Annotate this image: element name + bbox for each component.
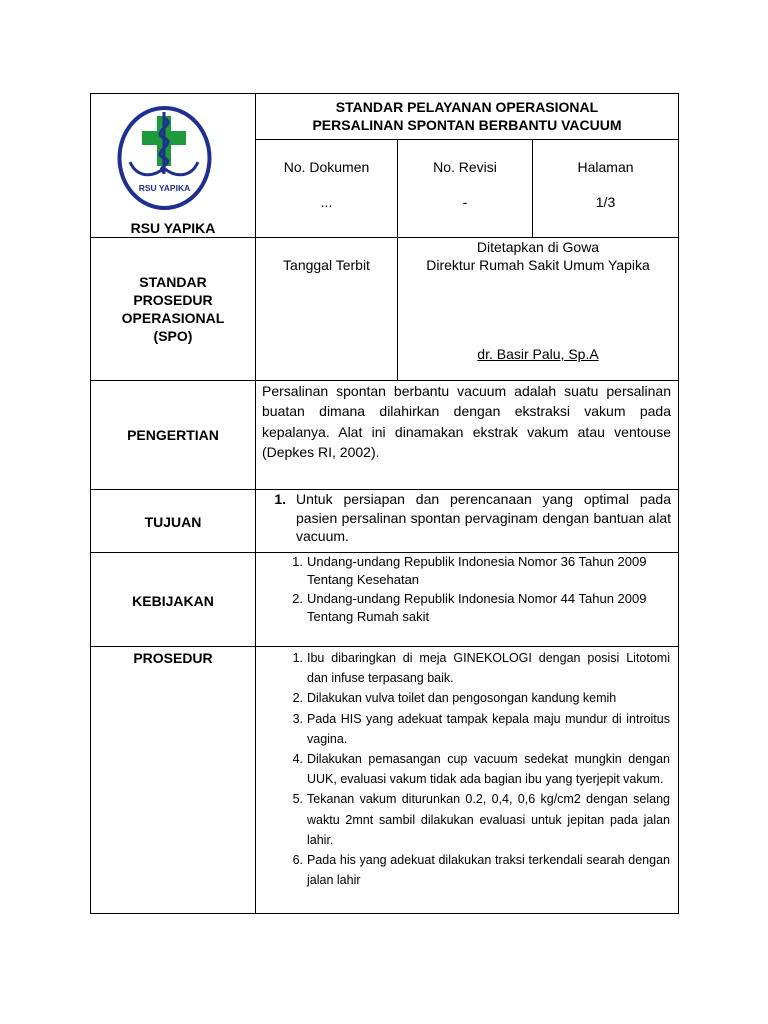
ditetapkan-line-2: Direktur Rumah Sakit Umum Yapika (426, 257, 650, 273)
pengertian-label: PENGERTIAN (127, 427, 219, 443)
hospital-logo (116, 102, 213, 210)
kebijakan-list (292, 553, 677, 626)
svg-text:RSU YAPIKA: RSU YAPIKA (138, 183, 191, 193)
list-item: 2. Dilakukan vulva toilet dan pengosongan kandung kemih (292, 691, 617, 706)
no-revisi-label: No. Revisi (433, 159, 497, 175)
spo-label: STANDAR PROSEDUR OPERASIONAL (SPO) (121, 274, 225, 344)
list-item: 1. Untuk persiapan dan perencanaan yang optimal pada pasien persalinan spontan pervaginam dengan bantuan alat vacuum. (274, 491, 671, 544)
kebijakan-label: KEBIJAKAN (132, 593, 214, 609)
ditetapkan-line-1: Ditetapkan di Gowa (476, 239, 600, 255)
no-dokumen-value: ... (320, 194, 333, 210)
list-item: 1. Ibu dibaringkan di meja GINEKOLOGI dengan posisi Litotomi dan infuse terpasang baik. (292, 651, 670, 686)
halaman-value: 1/3 (595, 194, 616, 210)
title-line-1: STANDAR PELAYANAN OPERASIONAL (335, 99, 599, 115)
title-line-2: PERSALINAN SPONTAN BERBANTU VACUUM (312, 117, 622, 133)
tanggal-terbit-label: Tanggal Terbit (283, 257, 370, 273)
halaman-label: Halaman (577, 159, 634, 175)
list-item: 2. Undang-undang Republik Indonesia Nomor 44 Tahun 2009 Tentang Rumah sakit (292, 591, 647, 624)
tujuan-list (274, 490, 671, 546)
list-item: 4. Dilakukan pemasangan cup vacuum sedekat mungkin dengan UUK, evaluasi vakum tidak ada bagian ibu yang tyerjepit vakum. (292, 752, 670, 787)
pengertian-text: Persalinan spontan berbantu vacuum adalah suatu persalinan buatan dimana dilahirkan dengan ekstraksi vakum pada kepalanya. Alat ini dinamakan ekstrak vakum atau ventouse (Depkes RI, 2002). (262, 383, 671, 460)
list-item: 3. Pada HIS yang adekuat tampak kepala maju mundur di introitus vagina. (292, 711, 670, 746)
prosedur-label: PROSEDUR (133, 650, 213, 666)
signatory-name: dr. Basir Palu, Sp.A (477, 346, 599, 362)
hospital-name: RSU YAPIKA (130, 220, 216, 236)
list-item: 5. Tekanan vakum diturunkan 0.2, 0,4, 0,6 kg/cm2 dengan selang waktu 2mnt sambil dilakukan evaluasi untuk jepitan pada jalan lahir. (292, 792, 670, 847)
tujuan-label: TUJUAN (144, 514, 202, 530)
no-dokumen-label: No. Dokumen (283, 159, 370, 175)
prosedur-list (292, 648, 670, 890)
no-revisi-value: - (462, 194, 468, 210)
list-item: 6. Pada his yang adekuat dilakukan traksi terkendali searah dengan jalan lahir (292, 853, 670, 888)
list-item: 1. Undang-undang Republik Indonesia Nomor 36 Tahun 2009 Tentang Kesehatan (292, 554, 647, 587)
